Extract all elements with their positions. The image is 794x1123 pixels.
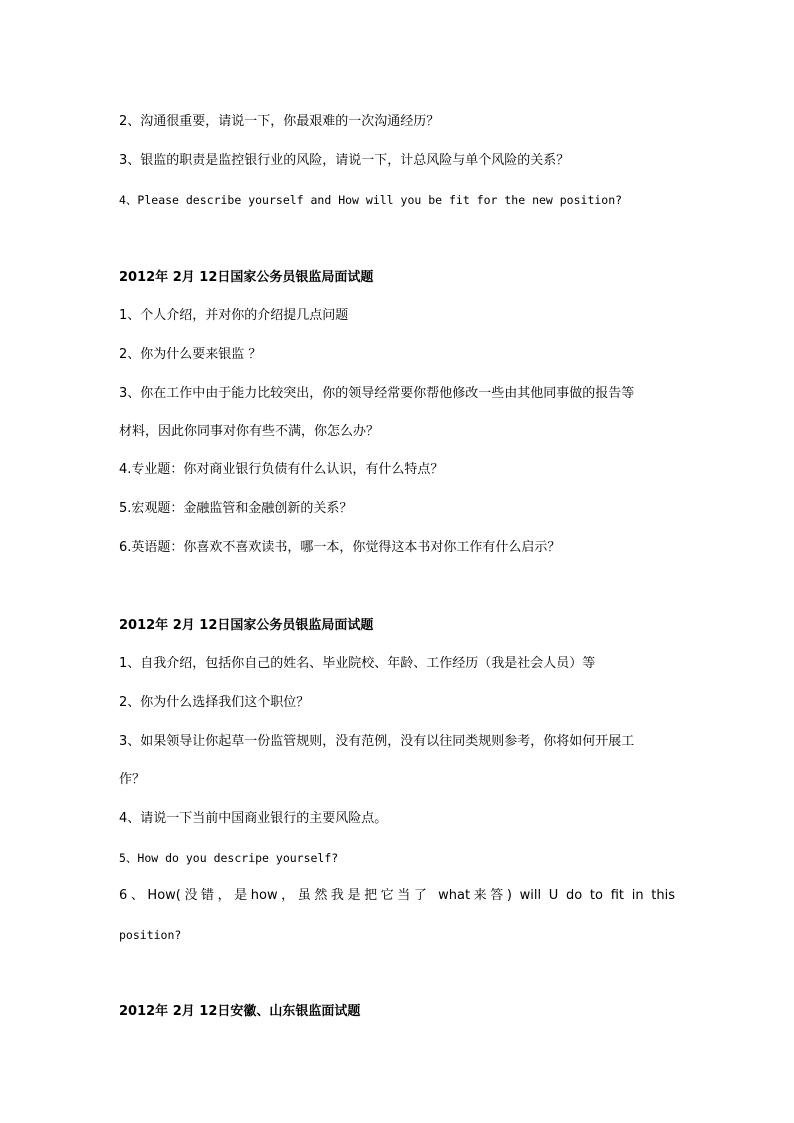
question-item: 4.专业题：你对商业银行负债有什么认识，有什么特点？ [119,462,444,477]
question-item: 3、你在工作中由于能力比较突出，你的领导经常要你帮他修改一些由其他同事做的报告等 [119,386,635,401]
section-heading: 2012年 2月 12日国家公务员银监局面试题 [119,270,374,285]
question-item: 4、请说一下当前中国商业银行的主要风险点。 [119,811,388,826]
question-item: 作？ [119,772,146,787]
question-item: 6.英语题：你喜欢不喜欢读书，哪一本，你觉得这本书对你工作有什么启示？ [119,540,561,555]
section-heading: 2012年 2月 12日国家公务员银监局面试题 [119,618,374,633]
question-item: 3、如果领导让你起草一份监管规则，没有范例，没有以往同类规则参考，你将如何开展工 [119,734,635,749]
section-heading: 2012年 2月 12日安徽、山东银监面试题 [119,1004,361,1019]
question-item: 3、银监的职责是监控银行业的风险，请说一下，计总风险与单个风险的关系？ [119,153,570,168]
question-item: 1、个人介绍，并对你的介绍提几点问题 [119,308,349,323]
question-item: 6、How(没错，是how，虽然我是把它当了 what来答) will U do to fit in this [119,888,675,903]
question-item: position? [119,928,182,942]
question-item: 4、Please describe yourself and How will you be fit for the new position? [119,193,623,207]
question-item: 5、How do you descripe yourself? [119,851,339,865]
question-item: 1、自我介绍，包括你自己的姓名、毕业院校、年龄、工作经历（我是社会人员）等 [119,656,596,671]
question-item: 材料，因此你同事对你有些不满，你怎么办？ [119,424,380,439]
question-item: 2、你为什么要来银监 ？ [119,347,262,362]
question-item: 2、沟通很重要，请说一下，你最艰难的一次沟通经历？ [119,114,440,129]
question-item: 5.宏观题：金融监管和金融创新的关系？ [119,501,353,516]
question-item: 2、你为什么选择我们这个职位？ [119,695,310,710]
